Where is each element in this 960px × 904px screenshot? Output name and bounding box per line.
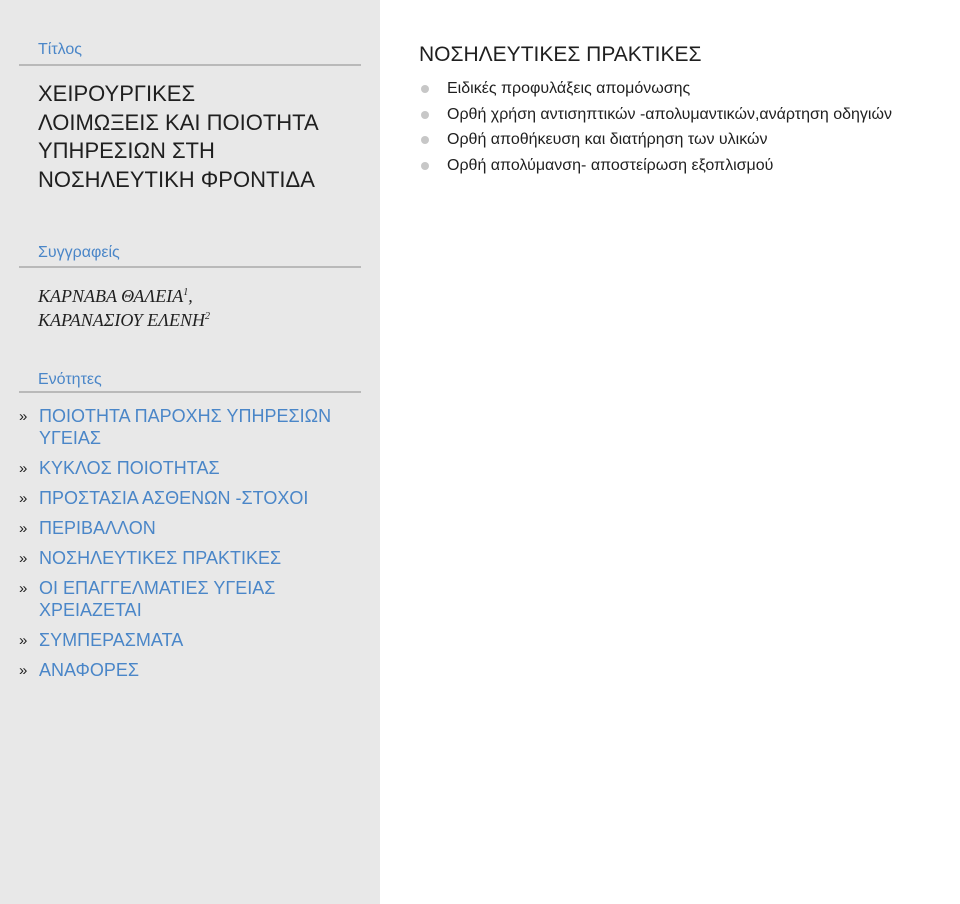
title-section-label: Τίτλος — [38, 41, 83, 58]
raquo-icon: » — [19, 550, 28, 567]
authors-section-label: Συγγραφείς — [38, 244, 120, 261]
author-affiliation: 2 — [205, 311, 211, 322]
section-nav — [19, 406, 369, 690]
authors-divider — [19, 266, 361, 268]
raquo-icon: » — [19, 520, 28, 537]
sections-label: Ενότητες — [38, 371, 102, 388]
toc-item — [19, 578, 369, 622]
toc-link-conclusions[interactable]: ΣΥΜΠΕΡΑΣΜΑΤΑ — [39, 630, 184, 650]
toc-link-environment[interactable]: ΠΕΡΙΒΑΛΛΟΝ — [39, 518, 156, 538]
raquo-icon: » — [19, 580, 28, 597]
toc-item — [19, 548, 369, 570]
toc-link-quality-cycle[interactable]: ΚΥΚΛΟΣ ΠΟΙΟΤΗΤΑΣ — [39, 458, 220, 478]
author — [38, 308, 210, 332]
author-name: ΚΑΡΑΝΑΣΙΟΥ ΕΛΕΝΗ — [38, 310, 206, 330]
practice-list — [419, 76, 892, 178]
toc-item — [19, 518, 369, 540]
practice-text: Ειδικές προφυλάξεις απομόνωσης — [447, 80, 691, 97]
toc-item — [19, 488, 369, 510]
raquo-icon: » — [19, 408, 28, 425]
title-line: ΧΕΙΡΟΥΡΓΙΚΕΣ — [38, 81, 196, 106]
toc-item — [19, 630, 369, 652]
practice-item — [419, 102, 892, 128]
toc-link-health-professionals-needed[interactable]: ΟΙ ΕΠΑΓΓΕΛΜΑΤΙΕΣ ΥΓΕΙΑΣ ΧΡΕΙΑΖΕΤΑΙ — [39, 578, 276, 620]
practice-text: Ορθή απολύμανση- αποστείρωση εξοπλισμού — [447, 156, 774, 174]
bullet-dot-icon — [421, 162, 429, 170]
toc-item — [19, 660, 369, 682]
practice-text: Ορθή αποθήκευση και διατήρηση των υλικών — [447, 131, 768, 148]
raquo-icon: » — [19, 632, 28, 649]
toc-item — [19, 458, 369, 480]
raquo-icon: » — [19, 662, 28, 679]
toc-link-references[interactable]: ΑΝΑΦΟΡΕΣ — [39, 660, 139, 680]
raquo-icon: » — [19, 490, 28, 507]
practice-item — [419, 76, 892, 102]
practice-text: Ορθή χρήση αντισηπτικών -απολυμαντικών,ανάρτηση οδηγιών — [447, 105, 892, 123]
title-line: ΥΠΗΡΕΣΙΩΝ ΣΤΗ — [38, 138, 215, 163]
toc-link-patient-protection-goals[interactable]: ΠΡΟΣΤΑΣΙΑ ΑΣΘΕΝΩΝ -ΣΤΟΧΟΙ — [39, 488, 309, 508]
title-divider — [19, 64, 361, 66]
title-line: ΝΟΣΗΛΕΥΤΙΚΗ ΦΡΟΝΤΙΔΑ — [38, 166, 315, 192]
author-affiliation: 1 — [183, 287, 189, 298]
bullet-dot-icon — [421, 136, 429, 144]
sections-divider — [19, 391, 361, 393]
practice-item — [419, 127, 892, 153]
raquo-icon: » — [19, 460, 28, 477]
practice-item — [419, 153, 892, 179]
author — [38, 284, 210, 308]
author-list — [38, 284, 210, 332]
sidebar — [0, 0, 380, 904]
toc-link-quality-of-health-services[interactable]: ΠΟΙΟΤΗΤΑ ΠΑΡΟΧΗΣ ΥΠΗΡΕΣΙΩΝ ΥΓΕΙΑΣ — [39, 406, 332, 448]
author-separator: , — [188, 286, 193, 306]
bullet-dot-icon — [421, 111, 429, 119]
author-name: ΚΑΡΝΑΒΑ ΘΑΛΕΙΑ — [38, 286, 184, 306]
bullet-dot-icon — [421, 85, 429, 93]
document-title — [38, 80, 358, 194]
toc-link-nursing-practices[interactable]: ΝΟΣΗΛΕΥΤΙΚΕΣ ΠΡΑΚΤΙΚΕΣ — [39, 548, 282, 568]
content-heading: ΝΟΣΗΛΕΥΤΙΚΕΣ ΠΡΑΚΤΙΚΕΣ — [419, 43, 702, 66]
toc-item — [19, 406, 369, 450]
title-line: ΛΟΙΜΩΞΕΙΣ ΚΑΙ ΠΟΙΟΤΗΤΑ — [38, 109, 319, 135]
